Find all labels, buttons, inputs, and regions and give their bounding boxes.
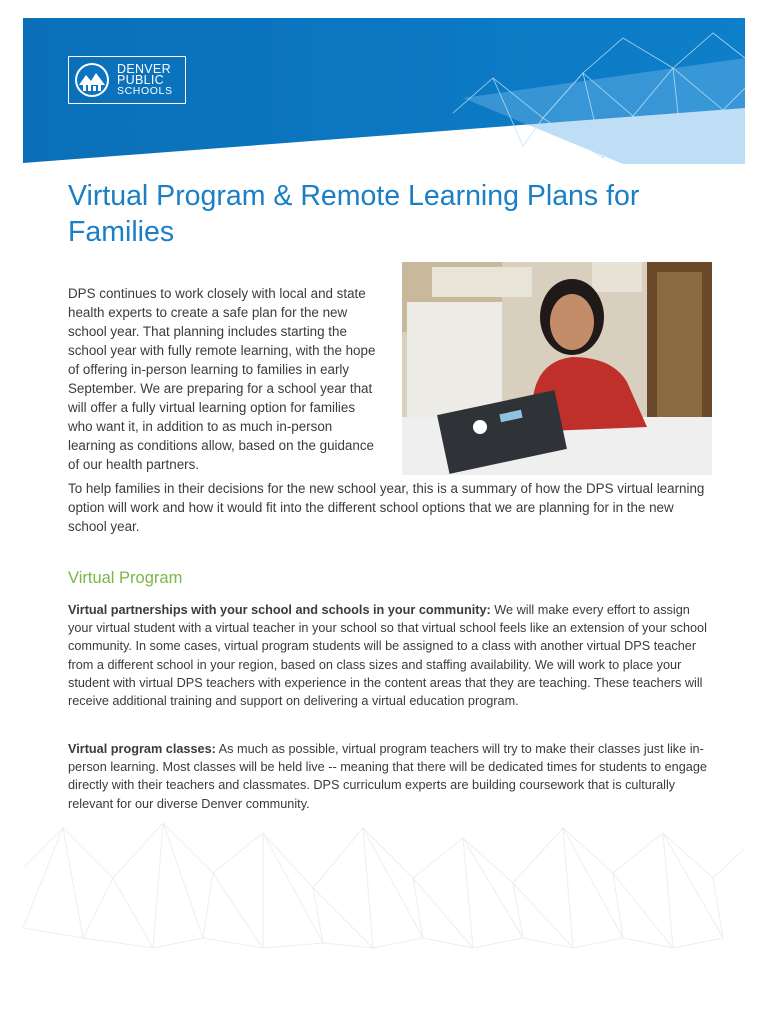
page-title: Virtual Program & Remote Learning Plans for Families <box>68 180 640 248</box>
dps-logo[interactable] <box>68 56 186 104</box>
virtual-classes-paragraph <box>68 740 708 813</box>
student-photo <box>402 262 712 475</box>
intro-paragraph: DPS continues to work closely with local and state health experts to create a safe plan for the new school year. That planning includes starting the school year with fully remote learning, with the hope of offering in-person learning to families in early September. We are preparing for a school year that will offer a fully virtual learning option for families who want it, in addition to as much in-person learning as conditions allow, based on the guidance of our health partners. <box>68 286 376 472</box>
paragraph-body: We will make every effort to assign your virtual student with a virtual teacher in your school so that virtual school feels like an extension of your school community. In some cases, virtual program students will be assigned to a class with another virtual DPS teacher from a different school in your region, based on class sizes and staffing availability. We will work to place your student with virtual DPS teachers with experience in the content areas that they are teaching. These teachers will receive additional training and support on delivering a virtual education program. <box>68 603 707 709</box>
logo-wordmark <box>117 61 173 97</box>
logo-line-2: PUBLIC <box>117 72 164 87</box>
logo-line-3: SCHOOLS <box>117 84 173 97</box>
summary-paragraph: To help families in their decisions for the new school year, this is a summary of how the DPS virtual learning option will work and how it would fit into the different school options that we are planning for in the new school year. <box>68 481 705 534</box>
footer-pattern <box>23 808 745 958</box>
virtual-partnerships-paragraph <box>68 601 708 710</box>
document-page <box>23 18 745 958</box>
paragraph-lead: Virtual partnerships with your school and schools in your community: <box>68 603 491 617</box>
paragraph-lead: Virtual program classes: <box>68 742 216 756</box>
mountain-city-icon <box>73 61 111 99</box>
logo-line-1: DENVER <box>117 61 171 76</box>
paragraph-body: As much as possible, virtual program teachers will try to make their classes just like in-person learning. Most classes will be held live -- meaning that there will be dedicated times for students to engage directly with their teachers and classmates. DPS curriculum experts are building coursework that is culturally relevant for our diverse Denver community. <box>68 742 707 811</box>
section-heading: Virtual Program <box>68 569 183 587</box>
